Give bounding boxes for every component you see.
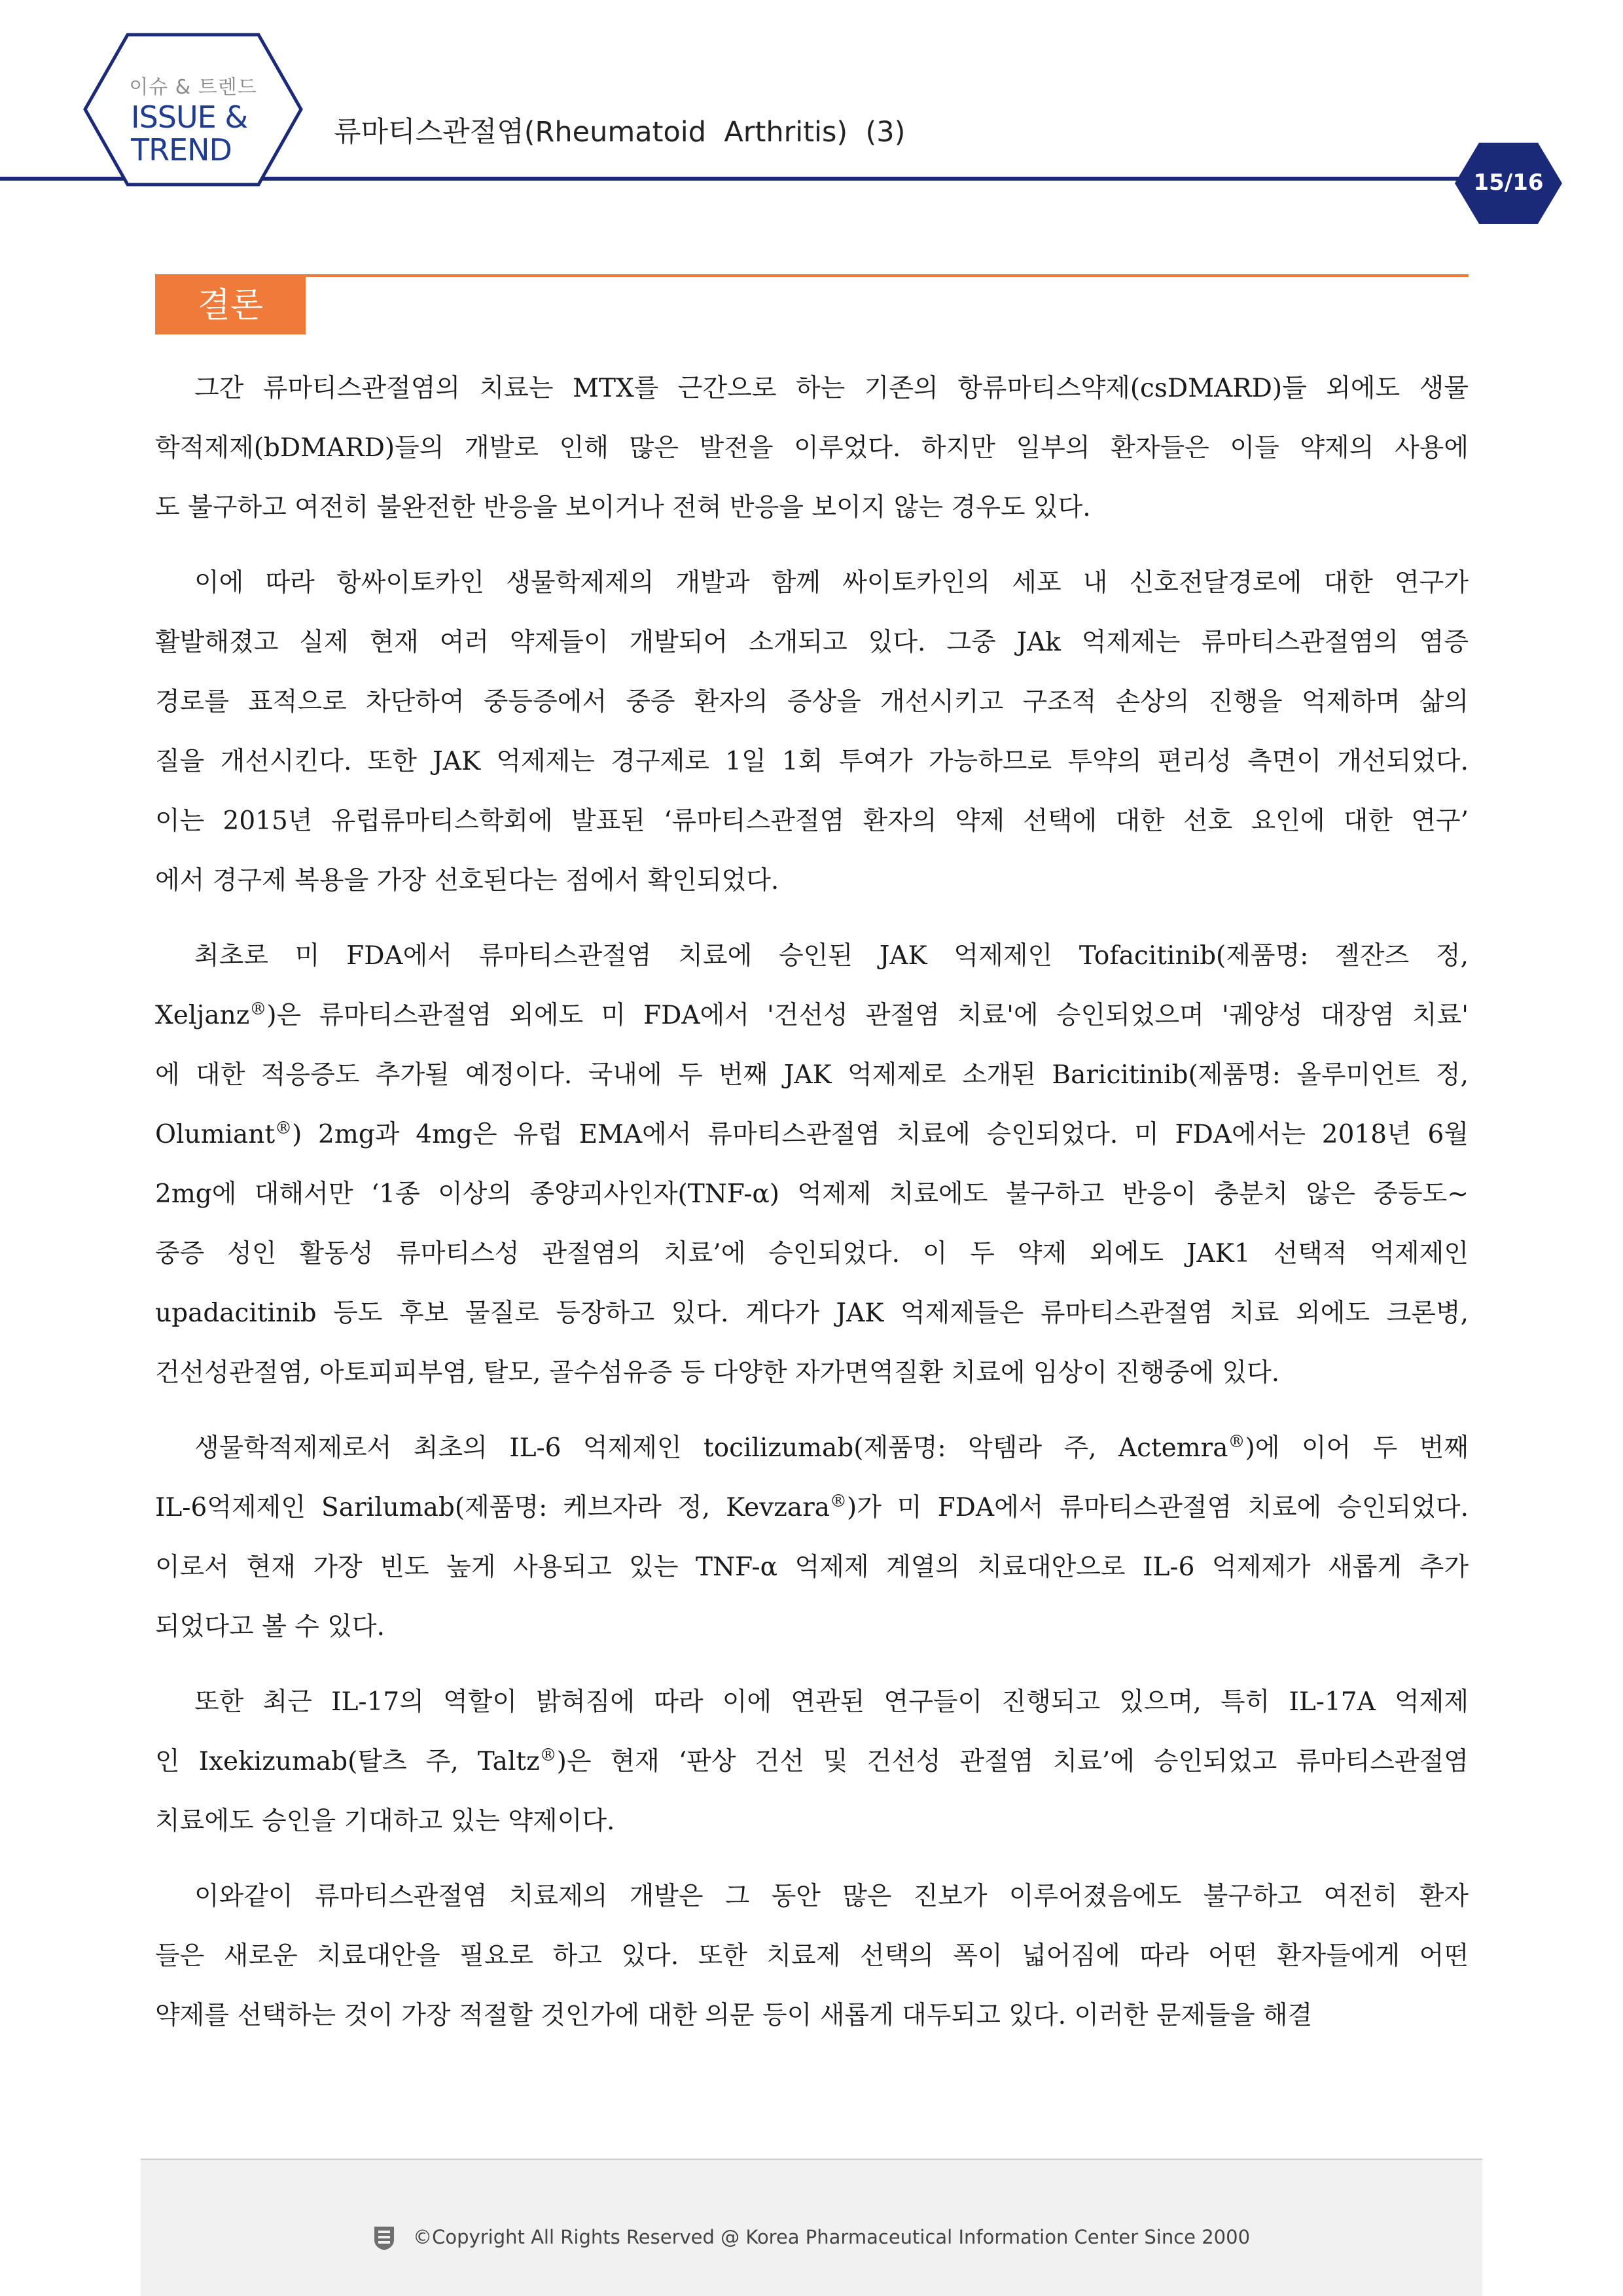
section-title: 결론	[155, 277, 306, 334]
footer-content	[141, 2225, 1482, 2251]
text-line: 활발해졌고 실제 현재 여러 약제들이 개발되어 소개되고 있다. 그중 JAk 억제제는 류마티스관절염의 염증	[155, 628, 1469, 657]
kpic-shield-icon	[373, 2225, 395, 2251]
text-line: 2mg에 대해서만 ‘1종 이상의 종양괴사인자(TNF-α) 억제제 치료에도 불구하고 반응이 충분치 않은 중등도~	[155, 1179, 1469, 1209]
text-line: Xeljanz®)은 류마티스관절염 외에도 미 FDA에서 '건선성 관절염 치료'에 승인되었으며 '궤양성 대장염 치료'	[155, 999, 1469, 1030]
text-line: 이는 2015년 유럽류마티스학회에 발표된 ‘류마티스관절염 환자의 약제 선택에 대한 선호 요인에 대한 연구’	[155, 806, 1469, 836]
text-line: 도 불구하고 여전히 불완전한 반응을 보이거나 전혀 반응을 보이지 않는 경우도 있다.	[155, 493, 1091, 522]
text-line: 생물학적제제로서 최초의 IL-6 억제제인 tocilizumab(제품명: 악템라 주, Actemra®)에 이어 두 번째	[194, 1432, 1469, 1463]
text-line: 에 대한 적응증도 추가될 예정이다. 국내에 두 번째 JAK 억제제로 소개된 Baricitinib(제품명: 올루미언트 정,	[155, 1060, 1469, 1090]
page-footer	[141, 2160, 1482, 2296]
text-line: 인 Ixekizumab(탈츠 주, Taltz®)은 현재 ‘판상 건선 및 건선성 관절염 치료’에 승인되었고 류마티스관절염	[155, 1746, 1469, 1776]
text-line: 학적제제(bDMARD)들의 개발로 인해 많은 발전을 이루었다. 하지만 일부의 환자들은 이들 약제의 사용에	[155, 433, 1469, 463]
paragraph	[155, 1867, 1469, 2045]
paragraph	[155, 926, 1469, 1403]
document-title: 류마티스관절염(Rheumatoid Arthritis) (3)	[334, 116, 906, 149]
section-rule	[155, 274, 1469, 277]
paragraph	[155, 1672, 1469, 1851]
badge-title-line1: ISSUE &	[131, 99, 248, 135]
text-line: 치료에도 승인을 기대하고 있는 약제이다.	[155, 1806, 615, 1836]
text-line: upadacitinib 등도 후보 물질로 등장하고 있다. 게다가 JAK 억제제들은 류마티스관절염 치료 외에도 크론병,	[155, 1299, 1469, 1328]
article-body	[155, 359, 1469, 2061]
text-line: 그간 류마티스관절염의 치료는 MTX를 근간으로 하는 기존의 항류마티스약제(csDMARD)들 외에도 생물	[194, 374, 1469, 403]
text-line: 들은 새로운 치료대안을 필요로 하고 있다. 또한 치료제 선택의 폭이 넓어짐에 따라 어떤 환자들에게 어떤	[155, 1941, 1469, 1971]
paragraph	[155, 553, 1469, 910]
text-line: 에서 경구제 복용을 가장 선호된다는 점에서 확인되었다.	[155, 866, 779, 895]
text-line: 약제를 선택하는 것이 가장 적절할 것인가에 대한 의문 등이 새롭게 대두되고 있다. 이러한 문제들을 해결	[155, 2001, 1313, 2030]
text-line: 이에 따라 항싸이토카인 생물학제제의 개발과 함께 싸이토카인의 세포 내 신호전달경로에 대한 연구가	[194, 568, 1469, 598]
text-line: Olumiant®) 2mg과 4mg은 유럽 EMA에서 류마티스관절염 치료에 승인되었다. 미 FDA에서는 2018년 6월	[155, 1119, 1469, 1149]
page-number-badge	[1453, 141, 1564, 226]
copyright-text: ©Copyright All Rights Reserved @ Korea Pharmaceutical Information Center Since 2000	[413, 2226, 1251, 2248]
paragraph	[155, 1418, 1469, 1657]
text-line: 중증 성인 활동성 류마티스성 관절염의 치료’에 승인되었다. 이 두 약제 외에도 JAK1 선택적 억제제인	[155, 1239, 1469, 1268]
page-header	[0, 0, 1623, 236]
text-line: IL-6억제제인 Sarilumab(제품명: 케브자라 정, Kevzara®)가 미 FDA에서 류마티스관절염 치료에 승인되었다.	[155, 1492, 1469, 1522]
issue-trend-badge	[82, 33, 304, 187]
badge-title	[131, 101, 288, 166]
paragraph	[155, 359, 1469, 537]
text-line: 건선성관절염, 아토피피부염, 탈모, 골수섬유증 등 다양한 자가면역질환 치료에 임상이 진행중에 있다.	[155, 1358, 1280, 1388]
text-line: 이와같이 류마티스관절염 치료제의 개발은 그 동안 많은 진보가 이루어졌음에도 불구하고 여전히 환자	[194, 1882, 1469, 1911]
text-line: 경로를 표적으로 차단하여 중등증에서 중증 환자의 증상을 개선시키고 구조적 손상의 진행을 억제하며 삶의	[155, 687, 1469, 717]
text-line: 되었다고 볼 수 있다.	[155, 1612, 385, 1641]
text-line: 이로서 현재 가장 빈도 높게 사용되고 있는 TNF-α 억제제 계열의 치료대안으로 IL-6 억제제가 새롭게 추가	[155, 1552, 1469, 1582]
text-line: 또한 최근 IL-17의 역할이 밝혀짐에 따라 이에 연관된 연구들이 진행되고 있으며, 특히 IL-17A 억제제	[194, 1687, 1469, 1717]
badge-subtitle: 이슈 & 트렌드	[129, 76, 257, 99]
text-line: 질을 개선시킨다. 또한 JAK 억제제는 경구제로 1일 1회 투여가 가능하므로 투약의 편리성 측면이 개선되었다.	[155, 747, 1469, 776]
badge-title-line2: TREND	[131, 132, 232, 168]
text-line: 최초로 미 FDA에서 류마티스관절염 치료에 승인된 JAK 억제제인 Tofacitinib(제품명: 젤잔즈 정,	[194, 941, 1469, 971]
page-number: 15/16	[1473, 170, 1544, 196]
